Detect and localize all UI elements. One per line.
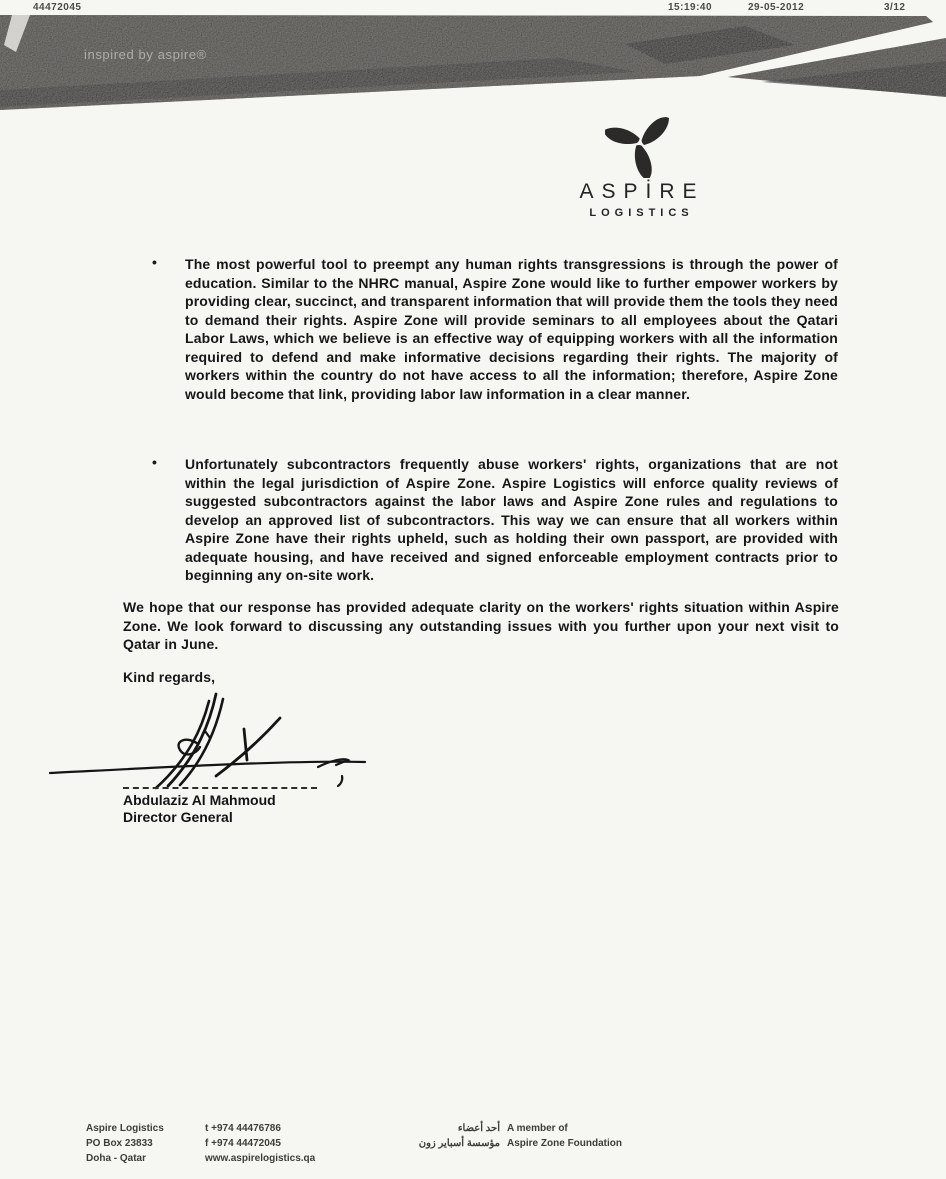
footer-pobox: PO Box 23833 <box>86 1138 153 1149</box>
footer-phone: t +974 44476786 <box>205 1123 281 1134</box>
bullet-marker: • <box>152 254 157 270</box>
salutation: Kind regards, <box>123 669 216 685</box>
aspire-torch-icon <box>605 108 675 178</box>
footer-membership <box>507 1121 622 1151</box>
aspire-logistics-logo <box>570 108 710 219</box>
bullet-text: The most powerful tool to preempt any human rights transgressions is through the power of education. Similar to the NHRC manual, Aspire Zone would like to further empower workers by providing clear, succinct, and transparent information that will provide them the tools they need to demand their rights. Aspire Zone will provide seminars to all employees about the Qatari Labor Laws, which we believe is an effective way of equipping workers with all the information required to defend and make informative decisions regarding their rights. The majority of workers within the country do not have access to all the information; therefore, Aspire Zone would become that link, providing labor law information in a clear manner. <box>185 256 838 402</box>
fax-page-count: 3/12 <box>884 2 906 13</box>
bullet-item-subcontractors <box>148 455 838 585</box>
letterhead-ribbon-graphic <box>0 0 946 125</box>
signature-rule <box>123 787 317 789</box>
bullet-text: Unfortunately subcontractors frequently abuse workers' rights, organizations that are not within the legal jurisdiction of Aspire Zone. Aspire Logistics will enforce quality reviews of suggested subcontractors against the labor laws and Aspire Zone rules and regulations to develop an approved list of subcontractors. This way we can ensure that all workers within Aspire Zone have their rights upheld, such as holding their own passport, are provided with adequate housing, and have received and signed enforceable employment contracts prior to beginning any on-site work. <box>185 456 838 583</box>
fax-time: 15:19:40 <box>668 2 713 13</box>
footer-address <box>86 1121 164 1166</box>
banner-tagline: inspired by aspire® <box>84 47 207 62</box>
signatory-name: Abdulaziz Al Mahmoud <box>123 792 276 808</box>
fax-sender-number: 44472045 <box>33 2 82 13</box>
bullet-item-education <box>148 255 838 403</box>
footer-fax: f +974 44472045 <box>205 1138 281 1149</box>
fax-date: 29-05-2012 <box>748 2 805 13</box>
footer-member-of: A member of <box>507 1123 568 1134</box>
footer-arabic-line: أحد أعضاء <box>457 1123 500 1134</box>
bullet-marker: • <box>152 454 157 470</box>
footer-website: www.aspirelogistics.qa <box>205 1153 316 1164</box>
signature <box>40 688 460 798</box>
logo-division-label: LOGISTICS <box>589 207 694 219</box>
footer-foundation: Aspire Zone Foundation <box>507 1138 622 1149</box>
footer-company: Aspire Logistics <box>86 1123 164 1134</box>
footer-contact <box>205 1121 315 1166</box>
logo-wordmark: ASPİRE <box>579 180 705 203</box>
footer-arabic-membership <box>380 1121 500 1151</box>
footer-city: Doha - Qatar <box>86 1153 147 1164</box>
footer-arabic-line: مؤسسة أسباير زون <box>418 1138 500 1149</box>
signatory-title: Director General <box>123 809 233 825</box>
closing-paragraph: We hope that our response has provided adequate clarity on the workers' rights situation within Aspire Zone. We look forward to discussing any outstanding issues with you further upon your next visit to Qatar in June. <box>123 599 839 652</box>
